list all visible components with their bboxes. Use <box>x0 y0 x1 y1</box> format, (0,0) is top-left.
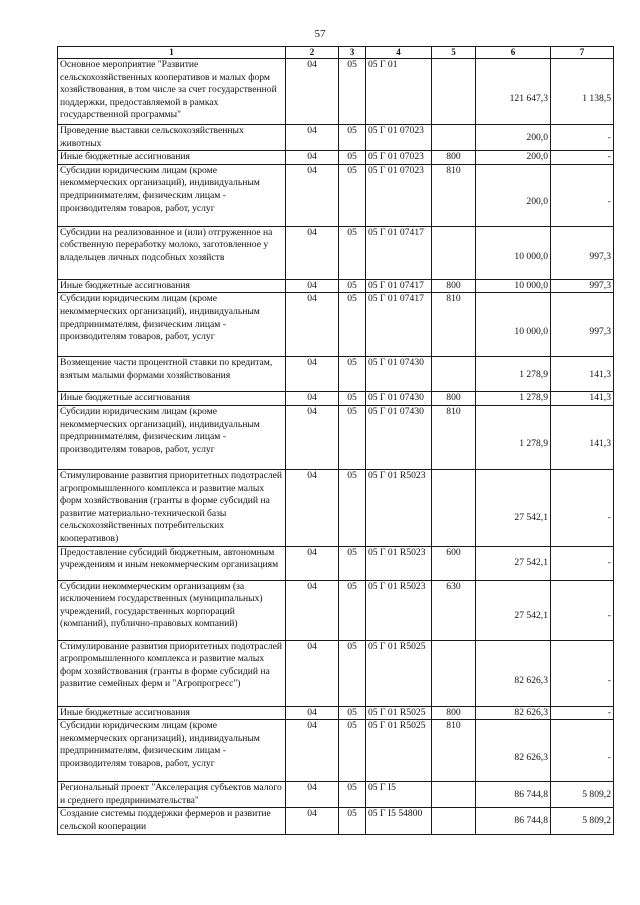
row-name-cell-text: Проведение выставки сельскохозяйственных животных <box>60 125 244 149</box>
row-name-cell-text: Субсидии юридическим лицам (кроме некоммерческих организаций), индивидуальным предпринимателям, физическим лицам - производителям товаров, работ, услуг <box>60 720 260 769</box>
target-item-cell-text: 05 Г 01 R5023 <box>368 580 426 592</box>
row-name-cell-text: Субсидии юридическим лицам (кроме некоммерческих организаций), индивидуальным предпринимателям, физическим лицам - производителям товаров, работ, услуг <box>60 293 260 343</box>
subsection-code-cell-text: 05 <box>347 151 357 163</box>
section-code-cell-text: 04 <box>307 546 317 558</box>
subsection-code-cell <box>339 293 366 357</box>
executed-amount-cell-text: - <box>607 196 611 208</box>
expense-type-cell-text: 810 <box>446 405 461 417</box>
executed-amount-cell-text: 141,3 <box>589 368 611 380</box>
table-row <box>58 706 614 720</box>
section-code-cell <box>286 546 339 580</box>
target-item-cell <box>366 293 432 357</box>
executed-amount-cell <box>551 59 614 125</box>
section-code-cell <box>286 59 339 125</box>
approved-amount-cell-text: 200,0 <box>526 131 548 143</box>
expense-type-cell <box>432 782 476 808</box>
table-row <box>58 357 614 392</box>
section-code-cell-text: 04 <box>307 125 317 136</box>
executed-amount-cell-text: - <box>607 706 611 718</box>
subsection-code-cell <box>339 405 366 469</box>
subsection-code-cell-text: 05 <box>347 808 357 820</box>
approved-amount-cell-text: 82 626,3 <box>514 706 548 718</box>
expense-type-cell <box>432 405 476 469</box>
subsection-code-cell-text: 05 <box>347 640 357 652</box>
approved-amount-cell-text: 27 542,1 <box>514 511 548 523</box>
row-name-cell-text: Иные бюджетные ассигнования <box>60 706 190 718</box>
target-item-cell-text: 05 Г 01 07417 <box>368 226 424 238</box>
target-item-cell-text: 05 Г 01 R5025 <box>368 640 426 652</box>
subsection-code-cell-text: 05 <box>347 226 357 238</box>
target-item-cell <box>366 392 432 406</box>
section-code-cell-text: 04 <box>307 59 317 70</box>
executed-amount-cell-text: - <box>607 131 611 143</box>
row-name-cell-text: Субсидии некоммерческим организациям (за исключением государственных (муниципальных) учреждений, государственных корпораций (компаний), публично-правовых компаний) <box>60 580 263 630</box>
target-item-cell-text: 05 Г 01 07430 <box>368 357 424 369</box>
column-header: 1 <box>58 47 286 59</box>
approved-amount-cell <box>476 125 551 151</box>
executed-amount-cell <box>551 125 614 151</box>
row-name-cell-text: Основное мероприятие "Развитие сельскохозяйственных кооперативов и малых форм хозяйствования, в том числе за счет государственной поддержки, предоставляемой в рамках государственной программы" <box>60 59 277 121</box>
executed-amount-cell <box>551 782 614 808</box>
executed-amount-cell <box>551 164 614 226</box>
approved-amount-cell <box>476 357 551 392</box>
executed-amount-cell-text: 997,3 <box>589 251 611 263</box>
expense-type-cell <box>432 469 476 546</box>
subsection-code-cell-text: 05 <box>347 279 357 291</box>
expense-type-cell-text: 800 <box>446 151 461 163</box>
row-name-cell-text: Предоставление субсидий бюджетным, автономным учреждениям и иным некоммерческим организациям <box>60 546 279 571</box>
expense-type-cell <box>432 226 476 279</box>
section-code-cell <box>286 151 339 165</box>
section-code-cell-text: 04 <box>307 279 317 291</box>
expense-type-cell <box>432 164 476 226</box>
table-row <box>58 469 614 546</box>
subsection-code-cell-text: 05 <box>347 580 357 592</box>
row-name-cell <box>58 706 286 720</box>
expense-type-cell-text: 630 <box>446 580 461 592</box>
approved-amount-cell-text: 10 000,0 <box>514 279 548 291</box>
approved-amount-cell <box>476 59 551 125</box>
approved-amount-cell-text: 82 626,3 <box>514 674 548 686</box>
section-code-cell-text: 04 <box>307 469 317 481</box>
row-name-cell-text: Возмещение части процентной ставки по кредитам, взятым малыми формами хозяйствования <box>60 357 273 381</box>
approved-amount-cell <box>476 469 551 546</box>
approved-amount-cell-text: 200,0 <box>526 151 548 163</box>
table-row <box>58 59 614 125</box>
target-item-cell <box>366 782 432 808</box>
target-item-cell-text: 05 Г 01 07417 <box>368 279 424 291</box>
target-item-cell-text: 05 Г 01 07023 <box>368 125 424 136</box>
subsection-code-cell-text: 05 <box>347 357 357 369</box>
row-name-cell <box>58 469 286 546</box>
row-name-cell <box>58 720 286 782</box>
expense-type-cell <box>432 392 476 406</box>
target-item-cell <box>366 164 432 226</box>
subsection-code-cell <box>339 279 366 293</box>
approved-amount-cell-text: 27 542,1 <box>514 609 548 621</box>
section-code-cell-text: 04 <box>307 357 317 369</box>
target-item-cell <box>366 226 432 279</box>
executed-amount-cell-text: - <box>607 674 611 686</box>
section-code-cell-text: 04 <box>307 164 317 176</box>
row-name-cell-text: Иные бюджетные ассигнования <box>60 151 190 163</box>
target-item-cell <box>366 546 432 580</box>
approved-amount-cell-text: 1 278,9 <box>519 368 548 380</box>
subsection-code-cell <box>339 640 366 706</box>
row-name-cell <box>58 279 286 293</box>
subsection-code-cell-text: 05 <box>347 546 357 558</box>
section-code-cell-text: 04 <box>307 392 317 404</box>
row-name-cell <box>58 125 286 151</box>
target-item-cell <box>366 357 432 392</box>
row-name-cell <box>58 151 286 165</box>
approved-amount-cell <box>476 580 551 640</box>
page-number: 57 <box>314 28 326 40</box>
subsection-code-cell <box>339 720 366 782</box>
approved-amount-cell <box>476 151 551 165</box>
subsection-code-cell-text: 05 <box>347 59 357 70</box>
subsection-code-cell <box>339 59 366 125</box>
row-name-cell-text: Стимулирование развития приоритетных подотраслей агропромышленного комплекса и развитие малых форм хозяйствования (гранты в форме субсидий на развитие семейных ферм и "Агропрогресс") <box>60 640 283 690</box>
executed-amount-cell <box>551 293 614 357</box>
row-name-cell-text: Иные бюджетные ассигнования <box>60 279 190 291</box>
table-row <box>58 808 614 834</box>
subsection-code-cell <box>339 580 366 640</box>
approved-amount-cell <box>476 392 551 406</box>
column-header: 7 <box>551 47 614 59</box>
executed-amount-cell-text: 997,3 <box>589 279 611 291</box>
expense-type-cell <box>432 151 476 165</box>
executed-amount-cell-text: 5 809,2 <box>582 788 611 800</box>
table-row <box>58 164 614 226</box>
approved-amount-cell <box>476 226 551 279</box>
subsection-code-cell-text: 05 <box>347 125 357 136</box>
section-code-cell-text: 04 <box>307 640 317 652</box>
row-name-cell <box>58 782 286 808</box>
target-item-cell <box>366 405 432 469</box>
expense-type-cell <box>432 640 476 706</box>
approved-amount-cell <box>476 405 551 469</box>
executed-amount-cell <box>551 357 614 392</box>
executed-amount-cell-text: 141,3 <box>589 392 611 404</box>
table-row <box>58 125 614 151</box>
expense-type-cell-text: 810 <box>446 720 461 732</box>
target-item-cell <box>366 125 432 151</box>
table-body <box>58 59 614 835</box>
expense-type-cell-text: 800 <box>446 706 461 718</box>
subsection-code-cell <box>339 151 366 165</box>
row-name-cell <box>58 392 286 406</box>
subsection-code-cell-text: 05 <box>347 164 357 176</box>
subsection-code-cell-text: 05 <box>347 782 357 794</box>
row-name-cell-text: Субсидии юридическим лицам (кроме некоммерческих организаций), индивидуальным предпринимателям, физическим лицам - производителям товаров, работ, услуг <box>60 405 260 455</box>
row-name-cell <box>58 405 286 469</box>
section-code-cell <box>286 706 339 720</box>
executed-amount-cell-text: - <box>607 751 611 763</box>
section-code-cell <box>286 720 339 782</box>
approved-amount-cell-text: 27 542,1 <box>514 556 548 568</box>
column-header: 5 <box>432 47 476 59</box>
target-item-cell-text: 05 Г 01 07430 <box>368 392 424 404</box>
section-code-cell <box>286 125 339 151</box>
subsection-code-cell <box>339 706 366 720</box>
section-code-cell-text: 04 <box>307 580 317 592</box>
target-item-cell <box>366 151 432 165</box>
column-header: 4 <box>366 47 432 59</box>
approved-amount-cell-text: 10 000,0 <box>514 325 548 337</box>
executed-amount-cell-text: 5 809,2 <box>582 814 611 826</box>
subsection-code-cell-text: 05 <box>347 392 357 404</box>
section-code-cell <box>286 357 339 392</box>
target-item-cell <box>366 808 432 834</box>
approved-amount-cell <box>476 706 551 720</box>
expense-type-cell <box>432 808 476 834</box>
target-item-cell-text: 05 Г 01 R5023 <box>368 546 426 558</box>
executed-amount-cell <box>551 546 614 580</box>
expense-type-cell-text: 800 <box>446 279 461 291</box>
subsection-code-cell-text: 05 <box>347 469 357 481</box>
approved-amount-cell <box>476 782 551 808</box>
subsection-code-cell <box>339 808 366 834</box>
target-item-cell <box>366 706 432 720</box>
approved-amount-cell <box>476 720 551 782</box>
executed-amount-cell-text: 997,3 <box>589 325 611 337</box>
subsection-code-cell-text: 05 <box>347 405 357 417</box>
subsection-code-cell <box>339 357 366 392</box>
expense-type-cell-text: 800 <box>446 392 461 404</box>
row-name-cell <box>58 293 286 357</box>
section-code-cell <box>286 293 339 357</box>
target-item-cell-text: 05 Г 01 R5025 <box>368 720 426 732</box>
row-name-cell <box>58 640 286 706</box>
section-code-cell-text: 04 <box>307 808 317 820</box>
executed-amount-cell <box>551 151 614 165</box>
row-name-cell-text: Региональный проект "Акселерация субъектов малого и среднего предпринимательства" <box>60 782 282 806</box>
section-code-cell-text: 04 <box>307 405 317 417</box>
target-item-cell-text: 05 Г 01 <box>368 59 398 70</box>
subsection-code-cell-text: 05 <box>347 720 357 732</box>
column-header: 6 <box>476 47 551 59</box>
executed-amount-cell-text: - <box>607 151 611 163</box>
section-code-cell-text: 04 <box>307 720 317 732</box>
table-row <box>58 782 614 808</box>
table-row <box>58 405 614 469</box>
expense-type-cell <box>432 357 476 392</box>
executed-amount-cell <box>551 808 614 834</box>
target-item-cell-text: 05 Г I5 <box>368 782 396 794</box>
target-item-cell-text: 05 Г 01 07430 <box>368 405 424 417</box>
table-row <box>58 640 614 706</box>
table-row <box>58 720 614 782</box>
target-item-cell <box>366 580 432 640</box>
column-header: 3 <box>339 47 366 59</box>
target-item-cell-text: 05 Г 01 07023 <box>368 164 424 176</box>
section-code-cell <box>286 782 339 808</box>
row-name-cell <box>58 226 286 279</box>
executed-amount-cell <box>551 392 614 406</box>
target-item-cell <box>366 640 432 706</box>
approved-amount-cell-text: 86 744,8 <box>514 788 548 800</box>
expense-type-cell-text: 810 <box>446 293 461 305</box>
expense-type-cell <box>432 279 476 293</box>
subsection-code-cell-text: 05 <box>347 293 357 305</box>
target-item-cell <box>366 720 432 782</box>
executed-amount-cell <box>551 720 614 782</box>
approved-amount-cell <box>476 808 551 834</box>
approved-amount-cell-text: 86 744,8 <box>514 814 548 826</box>
table-header-row <box>58 47 614 59</box>
target-item-cell <box>366 59 432 125</box>
executed-amount-cell-text: 1 138,5 <box>582 93 611 105</box>
table-row <box>58 580 614 640</box>
section-code-cell <box>286 405 339 469</box>
row-name-cell <box>58 546 286 580</box>
table-row <box>58 279 614 293</box>
executed-amount-cell <box>551 640 614 706</box>
row-name-cell-text: Субсидии юридическим лицам (кроме некоммерческих организаций), индивидуальным предпринимателям, физическим лицам - производителям товаров, работ, услуг <box>60 164 260 214</box>
row-name-cell-text: Стимулирование развития приоритетных подотраслей агропромышленного комплекса и развитие малых форм хозяйствования (гранты в форме субсидий на развитие материально-технической базы сельскохозяйственных потребительских кооперативов) <box>60 469 283 544</box>
table-row <box>58 151 614 165</box>
executed-amount-cell <box>551 226 614 279</box>
subsection-code-cell <box>339 125 366 151</box>
approved-amount-cell-text: 10 000,0 <box>514 251 548 263</box>
approved-amount-cell <box>476 279 551 293</box>
executed-amount-cell-text: - <box>607 556 611 568</box>
target-item-cell <box>366 279 432 293</box>
expense-type-cell <box>432 293 476 357</box>
expense-type-cell-text: 810 <box>446 164 461 176</box>
subsection-code-cell <box>339 782 366 808</box>
target-item-cell-text: 05 Г 01 07417 <box>368 293 424 305</box>
target-item-cell-text: 05 Г I5 54800 <box>368 808 423 820</box>
column-header: 2 <box>286 47 339 59</box>
section-code-cell <box>286 392 339 406</box>
subsection-code-cell <box>339 546 366 580</box>
row-name-cell-text: Иные бюджетные ассигнования <box>60 392 190 404</box>
target-item-cell <box>366 469 432 546</box>
approved-amount-cell <box>476 640 551 706</box>
expense-type-cell <box>432 125 476 151</box>
executed-amount-cell-text: - <box>607 511 611 523</box>
expense-type-cell-text: 600 <box>446 546 461 558</box>
expense-type-cell <box>432 580 476 640</box>
approved-amount-cell <box>476 293 551 357</box>
row-name-cell <box>58 580 286 640</box>
section-code-cell-text: 04 <box>307 226 317 238</box>
expense-type-cell <box>432 59 476 125</box>
expense-type-cell <box>432 706 476 720</box>
executed-amount-cell <box>551 279 614 293</box>
target-item-cell-text: 05 Г 01 R5023 <box>368 469 426 481</box>
section-code-cell-text: 04 <box>307 782 317 794</box>
section-code-cell <box>286 226 339 279</box>
approved-amount-cell-text: 121 647,3 <box>509 93 548 105</box>
section-code-cell <box>286 580 339 640</box>
section-code-cell <box>286 279 339 293</box>
approved-amount-cell-text: 200,0 <box>526 196 548 208</box>
approved-amount-cell-text: 82 626,3 <box>514 751 548 763</box>
row-name-cell <box>58 357 286 392</box>
section-code-cell <box>286 164 339 226</box>
executed-amount-cell <box>551 580 614 640</box>
row-name-cell <box>58 59 286 125</box>
target-item-cell-text: 05 Г 01 07023 <box>368 151 424 163</box>
row-name-cell-text: Создание системы поддержки фермеров и развитие сельской кооперации <box>60 808 271 832</box>
section-code-cell <box>286 640 339 706</box>
executed-amount-cell-text: 141,3 <box>589 438 611 450</box>
subsection-code-cell <box>339 164 366 226</box>
subsection-code-cell <box>339 392 366 406</box>
section-code-cell-text: 04 <box>307 706 317 718</box>
row-name-cell <box>58 808 286 834</box>
subsection-code-cell <box>339 226 366 279</box>
executed-amount-cell-text: - <box>607 609 611 621</box>
executed-amount-cell <box>551 469 614 546</box>
approved-amount-cell <box>476 164 551 226</box>
target-item-cell-text: 05 Г 01 R5025 <box>368 706 426 718</box>
subsection-code-cell <box>339 469 366 546</box>
section-code-cell-text: 04 <box>307 293 317 305</box>
row-name-cell <box>58 164 286 226</box>
table-row <box>58 293 614 357</box>
row-name-cell-text: Субсидии на реализованное и (или) отгруженное на собственную переработку молоко, заготовленное у владельцев личных подсобных хозяйств <box>60 226 273 263</box>
subsection-code-cell-text: 05 <box>347 706 357 718</box>
executed-amount-cell <box>551 706 614 720</box>
approved-amount-cell-text: 1 278,9 <box>519 438 548 450</box>
expense-type-cell <box>432 720 476 782</box>
table-row <box>58 392 614 406</box>
section-code-cell <box>286 469 339 546</box>
section-code-cell <box>286 808 339 834</box>
table-row <box>58 226 614 279</box>
table-row <box>58 546 614 580</box>
expense-type-cell <box>432 546 476 580</box>
approved-amount-cell-text: 1 278,9 <box>519 392 548 404</box>
approved-amount-cell <box>476 546 551 580</box>
executed-amount-cell <box>551 405 614 469</box>
budget-table <box>57 46 614 835</box>
section-code-cell-text: 04 <box>307 151 317 163</box>
